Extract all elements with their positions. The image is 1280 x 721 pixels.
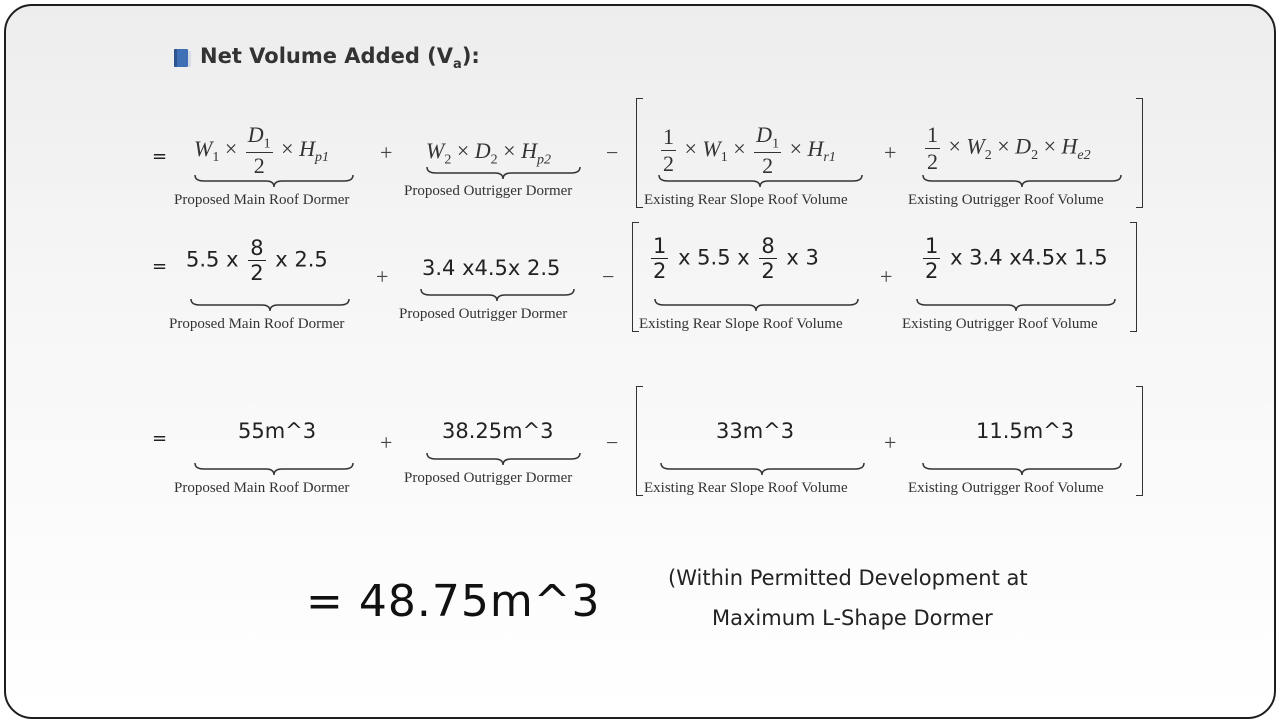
row2-eo-num: 1	[925, 234, 939, 258]
title-subscript: a	[453, 57, 462, 73]
row2-term-existing-outrigger	[920, 234, 1108, 283]
row2-eo-den: 2	[925, 259, 939, 283]
row2-rear-den2: 2	[761, 259, 775, 283]
row2-brace-rear	[654, 298, 859, 312]
row1-label-existing-outrigger: Existing Outrigger Roof Volume	[908, 192, 1104, 208]
note-line-2: Maximum L-Shape Dormer	[712, 606, 993, 630]
row2-main-pre: 5.5 x	[186, 247, 239, 272]
row2-eo-post: x 3.4 x4.5x 1.5	[950, 245, 1108, 270]
row1-term-rear: $\frac{1}{2}$ × $W_1$ × $\frac{D_1}{2}$ × $H_{r1}$	[663, 122, 836, 179]
row1-term-main: $W_1$ × $\frac{D_1}{2}$ × $H_{p1}$	[194, 122, 329, 179]
row2-minus: −	[602, 264, 615, 289]
row1-plus-1: +	[380, 140, 393, 165]
row2-main-num: 8	[250, 236, 264, 260]
row3-label-outrigger: Proposed Outrigger Dormer	[404, 470, 573, 486]
row3-label-existing-outrigger: Existing Outrigger Roof Volume	[908, 480, 1104, 496]
row1-equals: =	[152, 146, 168, 167]
row3-brace-outrigger	[426, 452, 581, 466]
row2-brace-main	[190, 298, 350, 312]
row3-right-bracket	[1136, 386, 1143, 496]
row2-equals: =	[152, 256, 168, 277]
row1-label-rear: Existing Rear Slope Roof Volume	[644, 192, 848, 208]
formula-card	[4, 4, 1276, 719]
row2-right-bracket	[1130, 222, 1137, 332]
row2-rear-post: x 3	[786, 245, 819, 270]
row3-label-main: Proposed Main Roof Dormer	[174, 480, 350, 496]
row3-term-outrigger: 38.25m^3	[442, 419, 554, 443]
row2-label-existing-outrigger: Existing Outrigger Roof Volume	[902, 316, 1098, 332]
row2-label-main: Proposed Main Roof Dormer	[169, 316, 345, 332]
row2-main-den: 2	[250, 261, 264, 285]
row1-term-existing-outrigger: $\frac{1}{2}$ × $W_2 \times D_2 \times H_{e2}$	[927, 122, 1091, 174]
row1-term-outrigger: $W_2 \times D_2 \times H_{p2}$	[426, 138, 551, 168]
row2-term-rear	[648, 234, 819, 283]
row1-label-main: Proposed Main Roof Dormer	[174, 192, 350, 208]
row2-main-post: x 2.5	[275, 247, 328, 272]
row3-plus-1: +	[380, 430, 393, 455]
row3-left-bracket	[636, 386, 643, 496]
row3-minus: −	[606, 430, 619, 455]
row2-brace-existing-outrigger	[916, 298, 1116, 312]
row2-plus-1: +	[376, 264, 389, 289]
row2-left-bracket	[632, 222, 639, 332]
row2-rear-num: 1	[653, 234, 667, 258]
row3-term-rear: 33m^3	[716, 419, 795, 443]
row1-brace-main	[194, 174, 354, 188]
row1-brace-outrigger	[426, 166, 581, 180]
row3-brace-existing-outrigger	[922, 462, 1122, 476]
row3-equals: =	[152, 428, 168, 449]
row2-label-outrigger: Proposed Outrigger Dormer	[399, 306, 568, 322]
row2-plus-2: +	[880, 264, 893, 289]
row1-label-outrigger: Proposed Outrigger Dormer	[404, 183, 573, 199]
note-line-1: (Within Permitted Development at	[668, 566, 1028, 590]
row2-term-outrigger: 3.4 x4.5x 2.5	[422, 256, 561, 280]
row1-brace-rear	[658, 174, 863, 188]
row1-plus-2: +	[884, 140, 897, 165]
row2-label-rear: Existing Rear Slope Roof Volume	[639, 316, 843, 332]
row1-right-bracket	[1136, 98, 1143, 208]
row3-term-existing-outrigger: 11.5m^3	[976, 419, 1075, 443]
book-icon	[174, 48, 192, 68]
row2-term-main	[186, 236, 328, 285]
row3-plus-2: +	[884, 430, 897, 455]
title-text: Net Volume Added (V	[200, 44, 454, 68]
row1-left-bracket	[636, 98, 643, 208]
row3-label-rear: Existing Rear Slope Roof Volume	[644, 480, 848, 496]
row3-brace-rear	[660, 462, 865, 476]
title-end: ):	[461, 44, 480, 68]
total-result: = 48.75m^3	[306, 576, 601, 627]
row2-rear-den: 2	[653, 259, 667, 283]
row2-rear-mid: x 5.5 x	[678, 245, 750, 270]
row3-brace-main	[194, 462, 354, 476]
row1-minus: −	[606, 140, 619, 165]
row1-brace-existing-outrigger	[922, 174, 1122, 188]
row2-brace-outrigger	[420, 288, 575, 302]
section-title	[174, 44, 480, 72]
row3-term-main: 55m^3	[238, 419, 317, 443]
row2-rear-num2: 8	[761, 234, 775, 258]
